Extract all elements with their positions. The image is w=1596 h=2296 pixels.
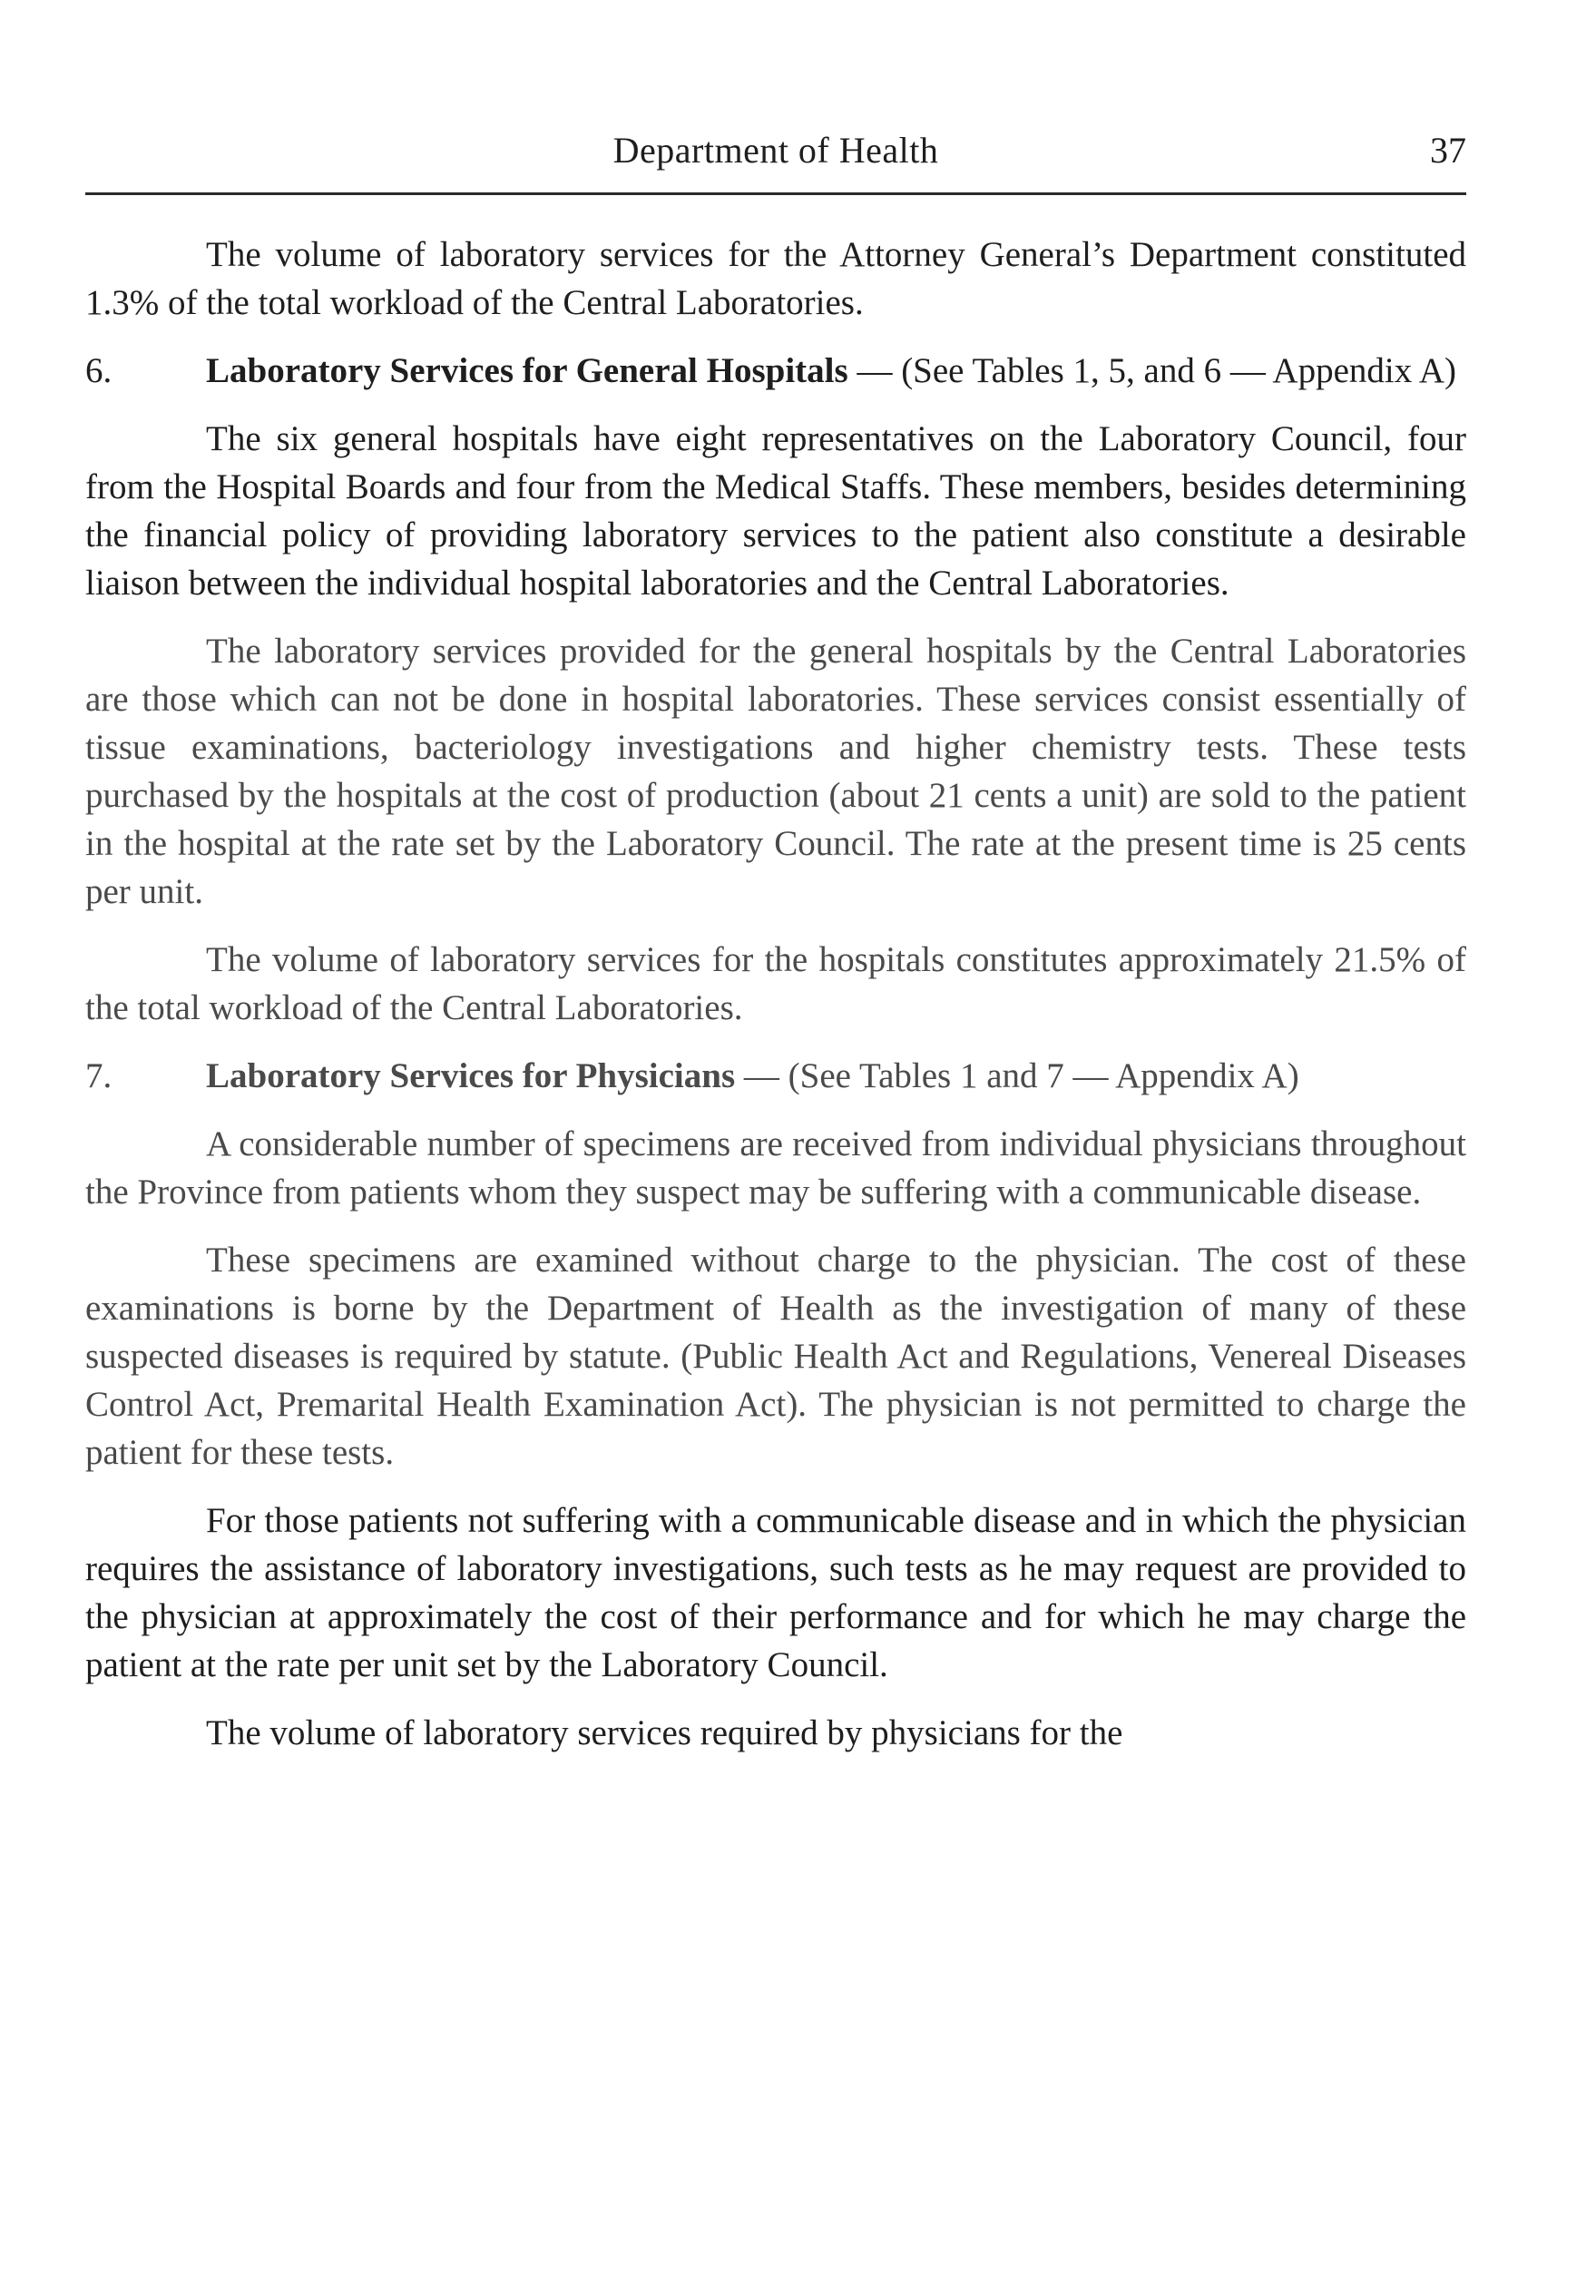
paragraph-examination-cost: These specimens are examined without charge to the physician. The cost of these examinations is borne by the Department of Health as the investigation of many of these suspected diseases is required by statute. (Public Health Act and Regulations, Venereal Diseases Control Act, Premarital Health Examination Act). The physician is not permitted to charge the patient for these tests.	[85, 1241, 1466, 1472]
paragraph-physician-volume: The volume of laboratory services required by physicians for the	[206, 1713, 1123, 1752]
paragraph-non-communicable: For those patients not suffering with a communicable disease and in which the physician requires the assistance of laboratory investigations, such tests as he may request are provided to the physician at approximately the cost of their performance and for which he may charge the patient at the rate per unit set by the Laboratory Council.	[85, 1501, 1466, 1684]
section-number: 6.	[85, 351, 113, 390]
running-header	[85, 129, 1466, 195]
paragraph-attorney-general: The volume of laboratory services for the Attorney General’s Department constituted 1.3% of the total workload of the Central Laboratories.	[85, 235, 1466, 322]
section-heading-7	[85, 1052, 1466, 1100]
page-number: 37	[1430, 130, 1466, 171]
section-heading-text	[206, 347, 1466, 395]
body-text	[85, 231, 1466, 1777]
section-title: Laboratory Services for Physicians	[206, 1056, 736, 1095]
section-heading-text	[206, 1052, 1466, 1100]
section-number: 7.	[85, 1056, 113, 1095]
section-heading-6	[85, 347, 1466, 395]
header-title: Department of Health	[612, 130, 939, 171]
paragraph-hospital-volume: The volume of laboratory services for the hospitals constitutes approximately 21.5% of the total workload of the Central Laboratories.	[85, 940, 1466, 1027]
section-reference: — (See Tables 1 and 7 — Appendix A)	[735, 1056, 1299, 1095]
section-reference: — (See Tables 1, 5, and 6 — Appendix A)	[847, 351, 1456, 390]
paragraph-hospital-services: The laboratory services provided for the general hospitals by the Central Laboratories are those which can not be done in hospital laboratories. These services consist essentially of tissue examinations, bacteriology investigations and higher chemistry tests. These tests purchased by the hospitals at the cost of production (about 21 cents a unit) are sold to the patient in the hospital at the rate set by the Laboratory Council. The rate at the present time is 25 cents per unit.	[85, 632, 1466, 911]
section-title: Laboratory Services for General Hospitals	[206, 351, 848, 390]
paragraph-laboratory-council: The six general hospitals have eight representatives on the Laboratory Council, four from the Hospital Boards and four from the Medical Staffs. These members, besides determining the financial policy of providing laboratory services to the patient also constitute a desirable liaison between the individual hospital laboratories and the Central Laboratories.	[85, 419, 1466, 603]
paragraph-specimens: A considerable number of specimens are received from individual physicians throughout the Province from patients whom they suspect may be suffering with a communicable disease.	[85, 1124, 1466, 1212]
